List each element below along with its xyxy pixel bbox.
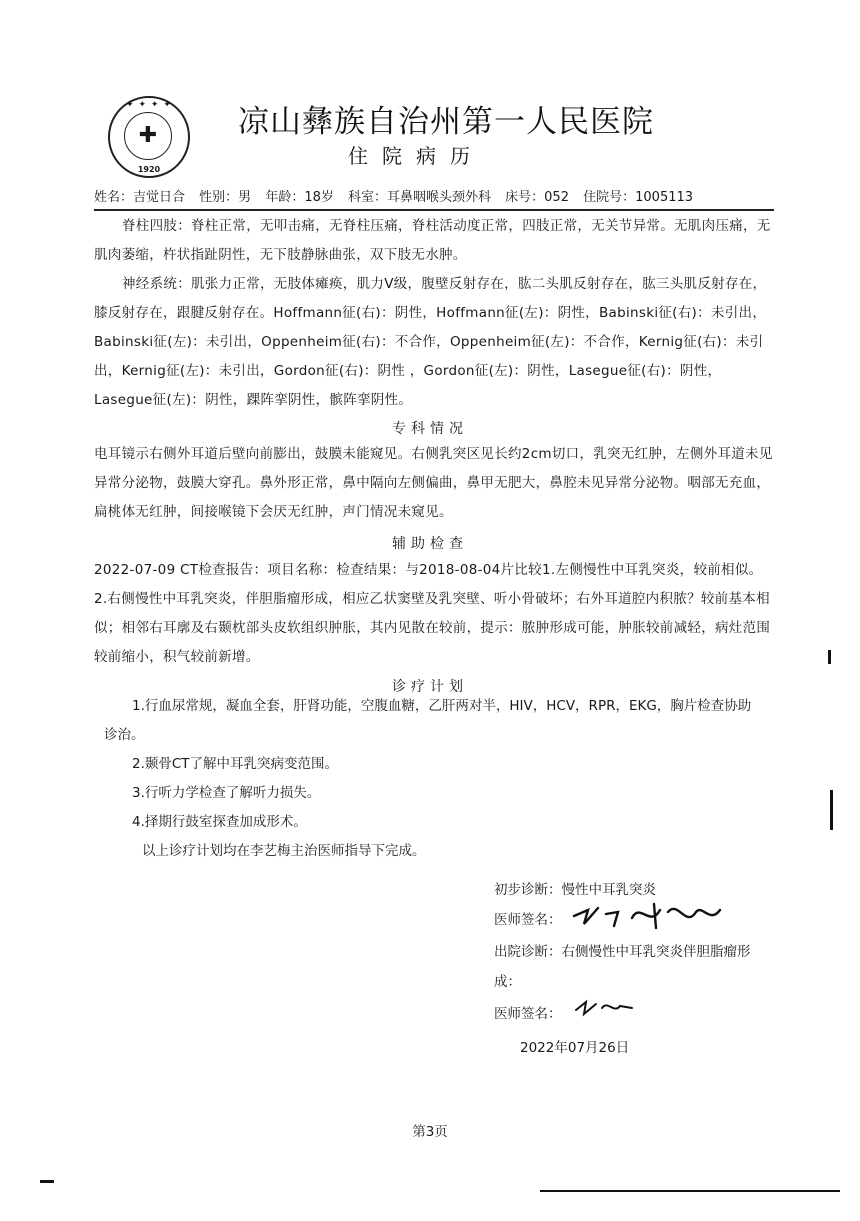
seal-year: 1920 [137,165,161,174]
plan-item-2: 2.颞骨CT了解中耳乳突病变范围。 [132,756,339,772]
hospital-name: 凉山彝族自治州第一人民医院 [238,104,654,140]
initial-diagnosis: 初步诊断：慢性中耳乳突炎 [494,882,656,898]
exam-neuro: 神经系统：肌张力正常，无肢体瘫痪，肌力Ⅴ级，腹壁反射存在，肱二头肌反射存在，肱三头肌反射存在，膝反射存在，跟腱反射存在。Hoffmann征(右)：阴性，Hoffmann征(左)：阴性，Babinski征(右)：未引出，Babinski征(左)：未引出，Oppenheim征(右)：不合作，Oppenheim征(左)：不合作，Kernig征(右)：未引出，Kernig征(左)：未引出，Gordon征(右)：阴性 ，Gordon征(左)：阴性，Lasegue征(右)：阴性，Lasegue征(左)：阴性，踝阵挛阴性，髌阵挛阴性。 [94,276,767,408]
scan-artifact-right [828,650,831,664]
plan-item-3: 3.行听力学检查了解听力损失。 [132,785,321,801]
doctor-signature-2 [572,996,642,1020]
patient-gender: 性别：男 [199,190,252,205]
patient-department: 科室：耳鼻咽喉头颈外科 [348,190,492,205]
scan-artifact-bottom [540,1190,840,1192]
patient-info-line [94,186,774,211]
doctor-sign-label-1: 医师签名： [494,912,562,928]
patient-inpatient-no: 住院号：1005113 [583,190,694,205]
discharge-diagnosis: 出院诊断：右侧慢性中耳乳突炎伴胆脂瘤形 [494,944,751,960]
exam-spine-limbs: 脊柱四肢：脊柱正常，无叩击痛，无脊柱压痛，脊柱活动度正常，四肢正常，无关节异常。无肌肉压痛，无肌肉萎缩，杵状指趾阴性，无下肢静脉曲张，双下肢无水肿。 [94,218,771,263]
plan-note: 以上诊疗计划均在李艺梅主治医师指导下完成。 [142,843,426,859]
page-number: 第3页 [412,1124,448,1140]
specialty-text: 电耳镜示右侧外耳道后壁向前膨出，鼓膜未能窥见。右侧乳突区见长约2cm切口，乳突无红肿，左侧外耳道未见异常分泌物，鼓膜大穿孔。鼻外形正常，鼻中隔向左侧偏曲，鼻甲无肥大，鼻腔未见异常分泌物。咽部无充血，扁桃体无红肿，间接喉镜下会厌无红肿，声门情况未窥见。 [94,446,773,520]
patient-bed: 床号：052 [505,190,569,205]
plan-item-1: 1.行血尿常规，凝血全套，肝肾功能，空腹血糖，乙肝两对半，HIV，HCV，RPR，EKG，胸片检查协助 [132,698,752,714]
record-date: 2022年07月26日 [520,1040,630,1056]
patient-age: 年龄：18岁 [265,190,334,205]
plan-item-4: 4.择期行鼓室探查加成形术。 [132,814,307,830]
scan-artifact-right-2 [830,790,833,830]
discharge-diagnosis-cont: 成： [494,974,521,990]
plan-item-1-cont: 诊治。 [104,727,145,743]
document-title: 住院病历 [348,144,484,168]
doctor-sign-label-2: 医师签名： [494,1006,562,1022]
plan-list [94,692,774,866]
hospital-seal-logo [108,96,190,178]
doctor-signature-1 [570,898,730,934]
seal-text: ✦ ✦ ✦ ✦ [126,100,172,110]
section-heading-auxiliary: 辅助检查 [392,536,468,552]
medical-cross-icon: ✚ [124,112,172,160]
section-heading-specialty: 专科情况 [392,421,468,437]
section-heading-plan: 诊疗计划 [392,679,468,695]
auxiliary-text: 2022-07-09 CT检查报告：项目名称：检查结果：与2018-08-04片比较1.左侧慢性中耳乳突炎，较前相似。2.右侧慢性中耳乳突炎，伴胆脂瘤形成，相应乙状窦壁及乳突壁、听小骨破坏；右外耳道腔内积脓？较前基本相似；相邻右耳廓及右颞枕部头皮软组织肿胀，其内见散在较前，提示：脓肿形成可能，肿胀较前减轻，病灶范围较前缩小，积气较前新增。 [94,562,771,665]
scan-artifact-left [40,1180,54,1183]
patient-name: 姓名：吉觉日合 [94,190,186,205]
